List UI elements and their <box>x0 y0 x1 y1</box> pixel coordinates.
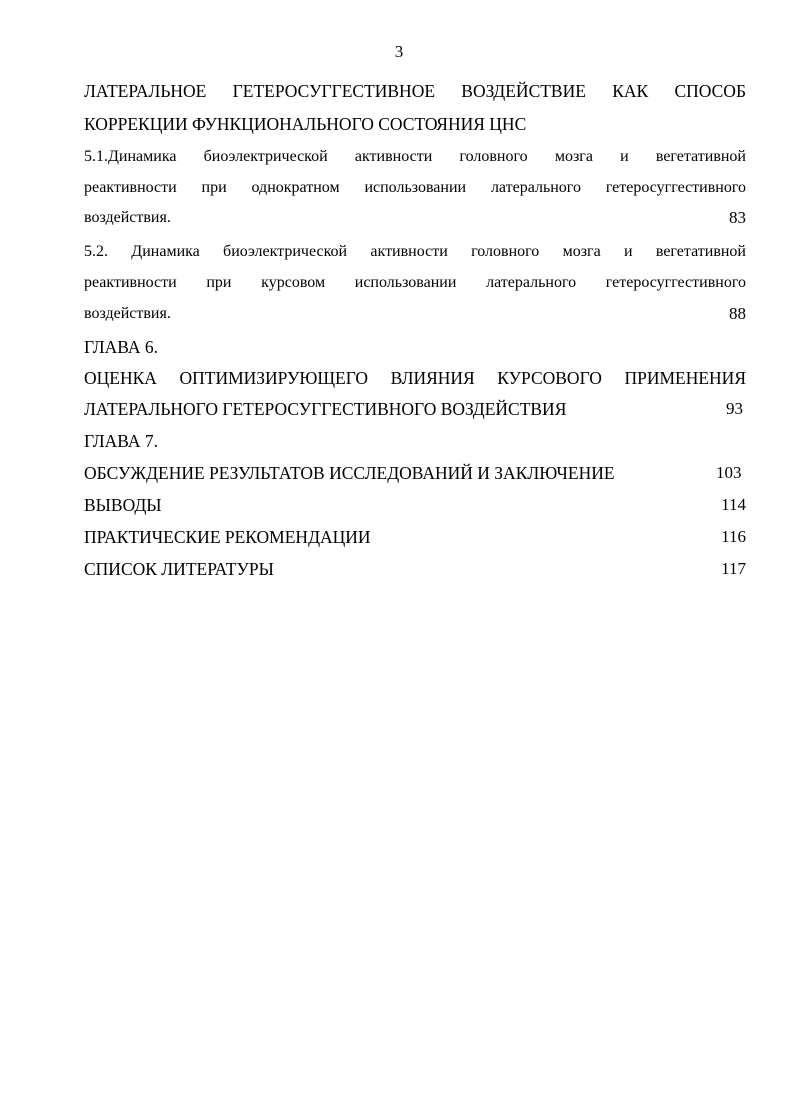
toc-entry-line: реактивности при курсовом использовании латерального гетеросуггестивного <box>84 274 746 291</box>
toc-entry-with-page <box>84 489 746 521</box>
toc-entry-text: воздействия. <box>84 209 171 226</box>
toc-heading-line: ОЦЕНКА ОПТИМИЗИРУЮЩЕГО ВЛИЯНИЯ КУРСОВОГО ПРИМЕНЕНИЯ <box>84 368 746 388</box>
toc-entry-with-page <box>84 521 746 553</box>
toc-page-number: 88 <box>729 304 746 323</box>
toc-chapter-label: ГЛАВА 6. <box>84 337 159 357</box>
toc-page-number: 114 <box>721 495 746 514</box>
toc-entry-with-page <box>84 553 746 585</box>
toc-entry-text: ВЫВОДЫ <box>84 495 162 515</box>
toc-page-number: 93 <box>726 399 743 418</box>
toc-entry-text: ЛАТЕРАЛЬНОГО ГЕТЕРОСУГГЕСТИВНОГО ВОЗДЕЙСТВИЯ <box>84 399 567 419</box>
toc-entry-text: ПРАКТИЧЕСКИЕ РЕКОМЕНДАЦИИ <box>84 527 371 547</box>
toc-entry-text: СПИСОК ЛИТЕРАТУРЫ <box>84 559 274 579</box>
toc-heading-line: КОРРЕКЦИИ ФУНКЦИОНАЛЬНОГО СОСТОЯНИЯ ЦНС <box>84 114 527 134</box>
toc-entry-line: 5.2. Динамика биоэлектрической активности головного мозга и вегетативной <box>84 243 746 260</box>
toc-entry-with-page <box>84 393 746 425</box>
toc-entry-with-page <box>84 202 746 234</box>
toc-page-number: 117 <box>721 559 746 578</box>
toc-page-number: 103 <box>716 463 742 482</box>
toc-entry-line: 5.1.Динамика биоэлектрической активности головного мозга и вегетативной <box>84 148 746 165</box>
toc-entry-text: ОБСУЖДЕНИЕ РЕЗУЛЬТАТОВ ИССЛЕДОВАНИЙ И ЗАКЛЮЧЕНИЕ <box>84 463 615 483</box>
toc-heading-line: ЛАТЕРАЛЬНОЕ ГЕТЕРОСУГГЕСТИВНОЕ ВОЗДЕЙСТВИЕ КАК СПОСОБ <box>84 81 746 101</box>
toc-entry-with-page <box>84 298 746 330</box>
toc-entry-with-page <box>84 457 746 489</box>
toc-page-number: 83 <box>729 208 746 227</box>
toc-entry-line: реактивности при однократном использовании латерального гетеросуггестивного <box>84 179 746 196</box>
toc-chapter-label: ГЛАВА 7. <box>84 431 159 451</box>
toc-entry-text: воздействия. <box>84 305 171 322</box>
page-number: 3 <box>394 42 404 61</box>
toc-page-number: 116 <box>721 527 746 546</box>
